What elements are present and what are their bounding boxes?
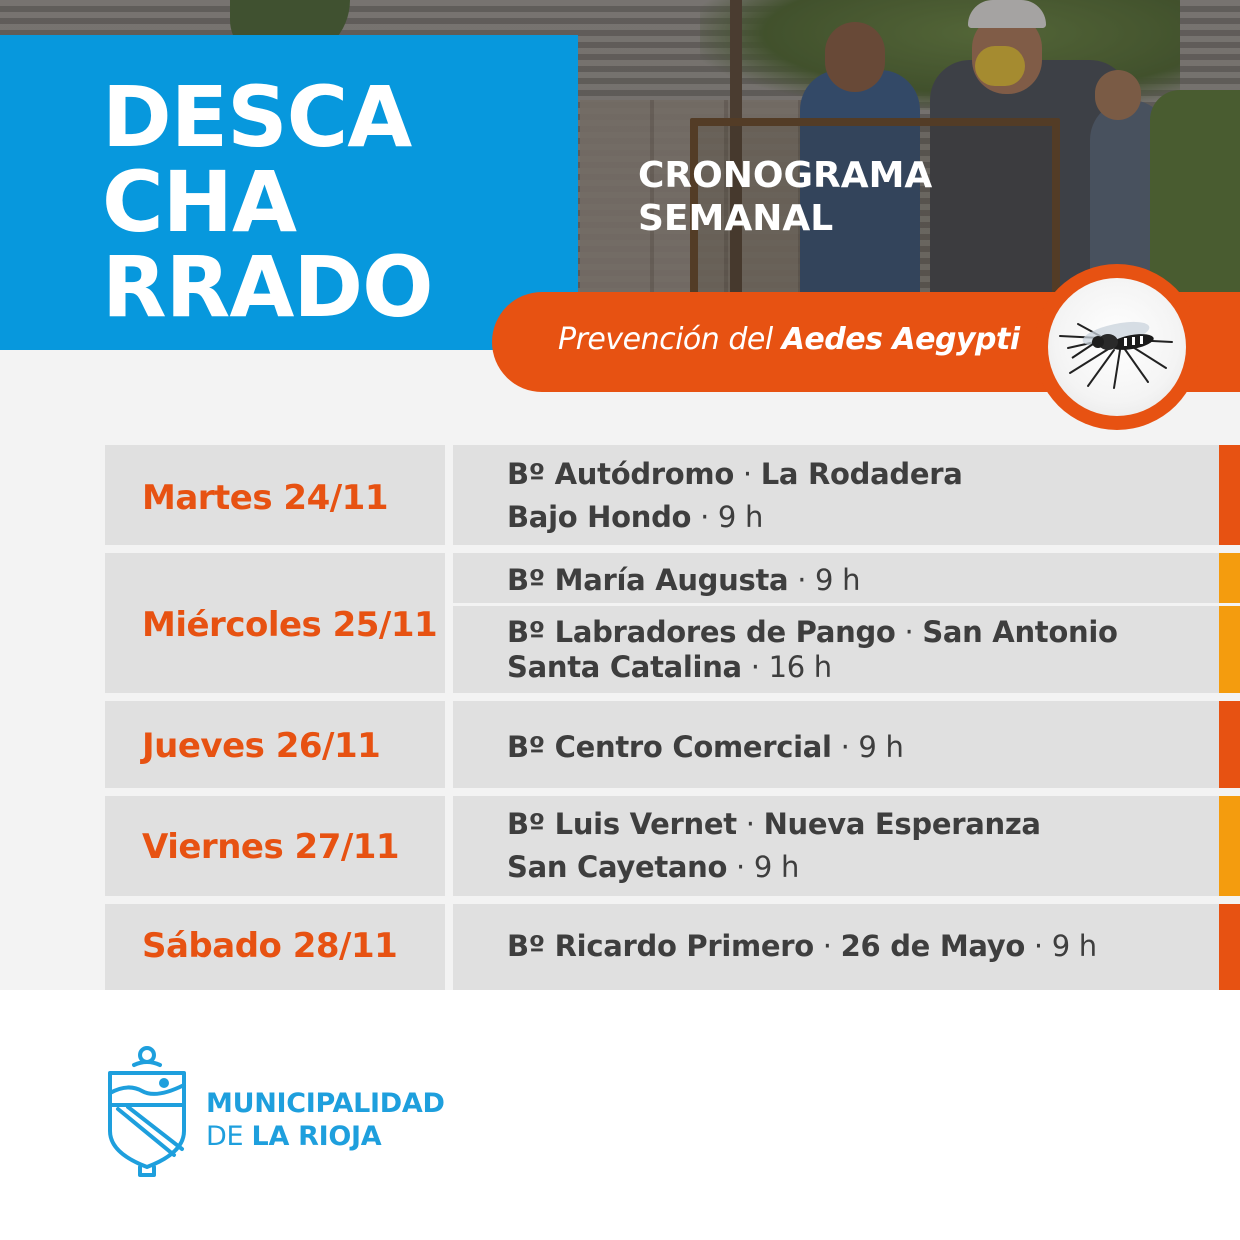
place-name: San Antonio (922, 615, 1118, 649)
place-line-viernes-1 (507, 807, 1041, 841)
place-line-sabado-1 (507, 929, 1097, 963)
banner-text (558, 322, 1020, 357)
place-name: Bajo Hondo (507, 500, 692, 534)
mosquito-badge-inner (1048, 278, 1186, 416)
place-name: Bº Centro Comercial (507, 730, 832, 764)
place-line-miercoles-3 (507, 650, 832, 684)
place-name: Nueva Esperanza (763, 807, 1041, 841)
place-name: Bº María Augusta (507, 563, 789, 597)
place-separator: · (736, 807, 764, 841)
title-box (0, 35, 578, 350)
place-time: · 9 h (691, 500, 764, 534)
place-separator: · (813, 929, 841, 963)
place-line-viernes-2 (507, 850, 800, 884)
place-name: 26 de Mayo (840, 929, 1025, 963)
day-label-martes: Martes 24/11 (142, 478, 388, 518)
row-stripe-sabado (1219, 904, 1240, 990)
row-stripe-jueves (1219, 701, 1240, 788)
day-label-viernes: Viernes 27/11 (142, 827, 400, 867)
place-line-martes-2 (507, 500, 764, 534)
subtitle-line-1: CRONOGRAMA (638, 155, 933, 196)
banner-prefix: Prevención del (558, 322, 782, 357)
row-stripe-viernes (1219, 796, 1240, 896)
place-name: San Cayetano (507, 850, 728, 884)
place-time: · 9 h (788, 563, 861, 597)
day-label-jueves: Jueves 26/11 (142, 726, 381, 766)
day-label-miercoles: Miércoles 25/11 (142, 605, 438, 645)
logo-prefix: DE (206, 1121, 252, 1152)
logo-line-1: MUNICIPALIDAD (206, 1088, 445, 1119)
day-label-sabado: Sábado 28/11 (142, 926, 398, 966)
place-name: Bº Autódromo (507, 457, 734, 491)
logo-emphasis: LA RIOJA (251, 1121, 382, 1152)
place-separator: · (895, 615, 923, 649)
place-name: Bº Luis Vernet (507, 807, 737, 841)
title-line-1: DESCA (102, 68, 412, 166)
mosquito-icon (1048, 278, 1186, 416)
place-line-jueves-1 (507, 730, 904, 764)
row-stripe-miercoles-1 (1219, 553, 1240, 603)
title-line-3: RRADO (102, 238, 433, 336)
place-time: · 9 h (1024, 929, 1097, 963)
place-line-miercoles-1 (507, 563, 861, 597)
place-time: · 9 h (727, 850, 800, 884)
logo-line-2 (206, 1123, 381, 1150)
mosquito-badge (1034, 264, 1200, 430)
place-time: · 16 h (741, 650, 832, 684)
title-line-2: CHA (102, 153, 296, 251)
subtitle-line-2: SEMANAL (638, 198, 834, 239)
place-name: Santa Catalina (507, 650, 742, 684)
row-stripe-miercoles-2 (1219, 606, 1240, 693)
place-name: Bº Ricardo Primero (507, 929, 814, 963)
place-line-miercoles-2 (507, 615, 1118, 649)
banner-emphasis: Aedes Aegypti (781, 322, 1020, 357)
place-name: La Rodadera (760, 457, 963, 491)
place-separator: · (733, 457, 761, 491)
place-name: Bº Labradores de Pango (507, 615, 896, 649)
municipal-shield-logo (104, 1043, 190, 1181)
place-line-martes-1 (507, 457, 963, 491)
row-stripe-martes (1219, 445, 1240, 545)
place-time: · 9 h (831, 730, 904, 764)
